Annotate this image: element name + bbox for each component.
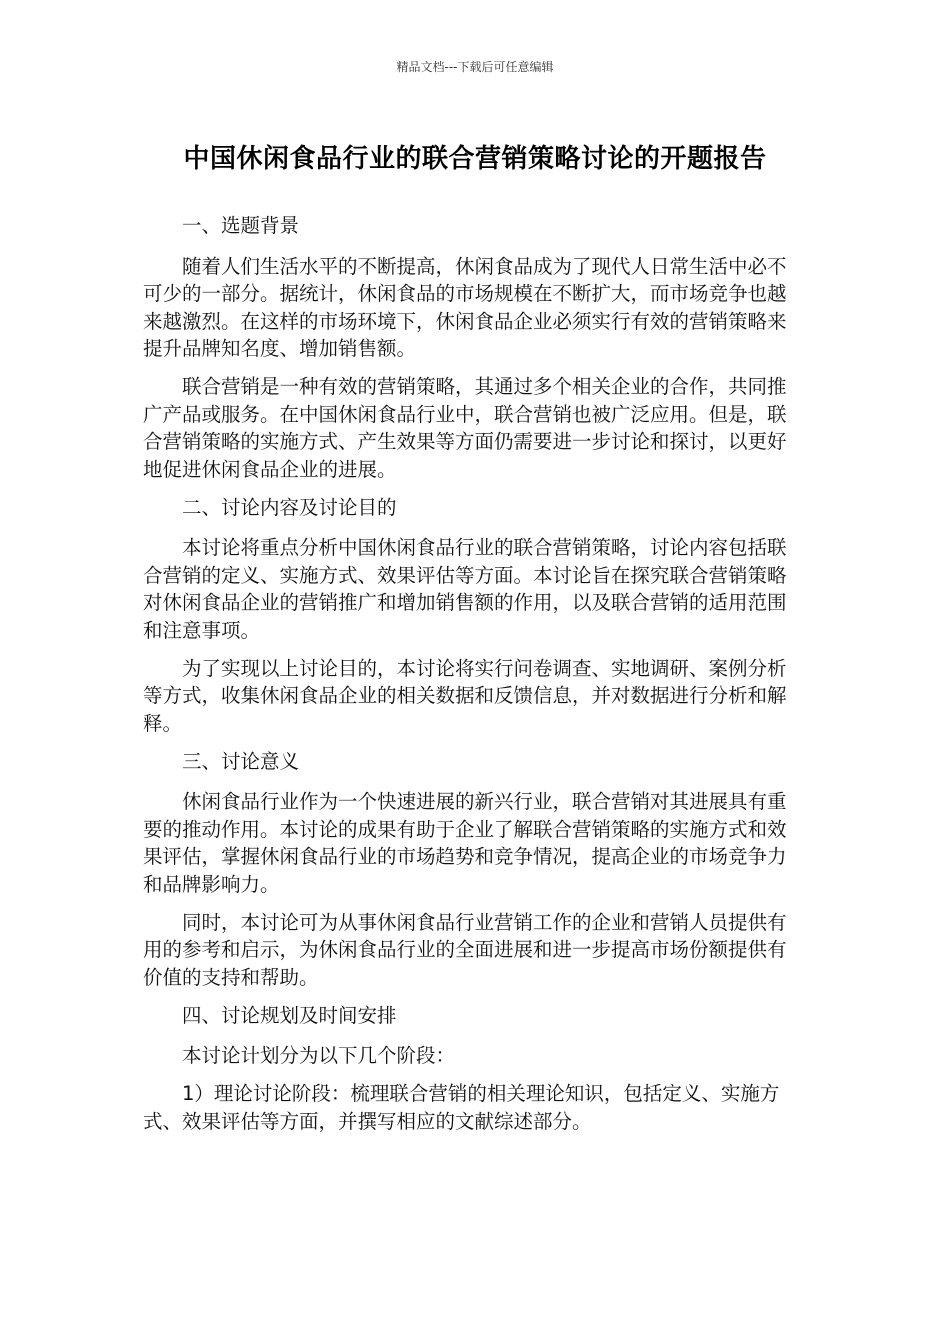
paragraph: 为了实现以上讨论目的，本讨论将实行问卷调查、实地调研、案例分析等方式，收集休闲食品企业的相关数据和反馈信息，并对数据进行分析和解释。	[143, 656, 787, 735]
document-body	[143, 212, 803, 1146]
paragraph: 本讨论将重点分析中国休闲食品行业的联合营销策略，讨论内容包括联合营销的定义、实施方式、效果评估等方面。本讨论旨在探究联合营销策略对休闲食品企业的营销推广和增加销售额的作用，以及联合营销的适用范围和注意事项。	[143, 536, 787, 642]
section-heading-significance: 三、讨论意义	[182, 749, 300, 773]
paragraph: 同时，本讨论可为从事休闲食品行业营销工作的企业和营销人员提供有用的参考和启示，为休闲食品行业的全面进展和进一步提高市场份额提供有价值的支持和帮助。	[143, 910, 787, 989]
section-heading-content-goals: 二、讨论内容及讨论目的	[182, 495, 397, 519]
document-title: 中国休闲食品行业的联合营销策略讨论的开题报告	[183, 144, 767, 174]
header-note: 精品文档---下载后可任意编辑	[396, 60, 554, 74]
section-heading-background: 一、选题背景	[182, 214, 300, 237]
paragraph: 休闲食品行业作为一个快速进展的新兴行业，联合营销对其进展具有重要的推动作用。本讨论的成果有助于企业了解联合营销策略的实施方式和效果评估，掌握休闲食品行业的市场趋势和竞争情况，提高企业的市场竞争力和品牌影响力。	[143, 790, 787, 896]
paragraph: 1）理论讨论阶段：梳理联合营销的相关理论知识，包括定义、实施方式、效果评估等方面，并撰写相应的文献综述部分。	[143, 1082, 780, 1133]
paragraph: 联合营销是一种有效的营销策略，其通过多个相关企业的合作，共同推广产品或服务。在中国休闲食品行业中，联合营销也被广泛应用。但是，联合营销策略的实施方式、产生效果等方面仍需要进一步讨论和探讨，以更好地促进休闲食品企业的进展。	[143, 375, 787, 481]
section-heading-plan-schedule: 四、讨论规划及时间安排	[182, 1003, 397, 1027]
paragraph: 随着人们生活水平的不断提高，休闲食品成为了现代人日常生活中必不可少的一部分。据统计，休闲食品的市场规模在不断扩大，而市场竞争也越来越激烈。在这样的市场环境下，休闲食品企业必须实行有效的营销策略来提升品牌知名度、增加销售额。	[143, 254, 787, 360]
paragraph: 本讨论计划分为以下几个阶段：	[182, 1044, 456, 1067]
